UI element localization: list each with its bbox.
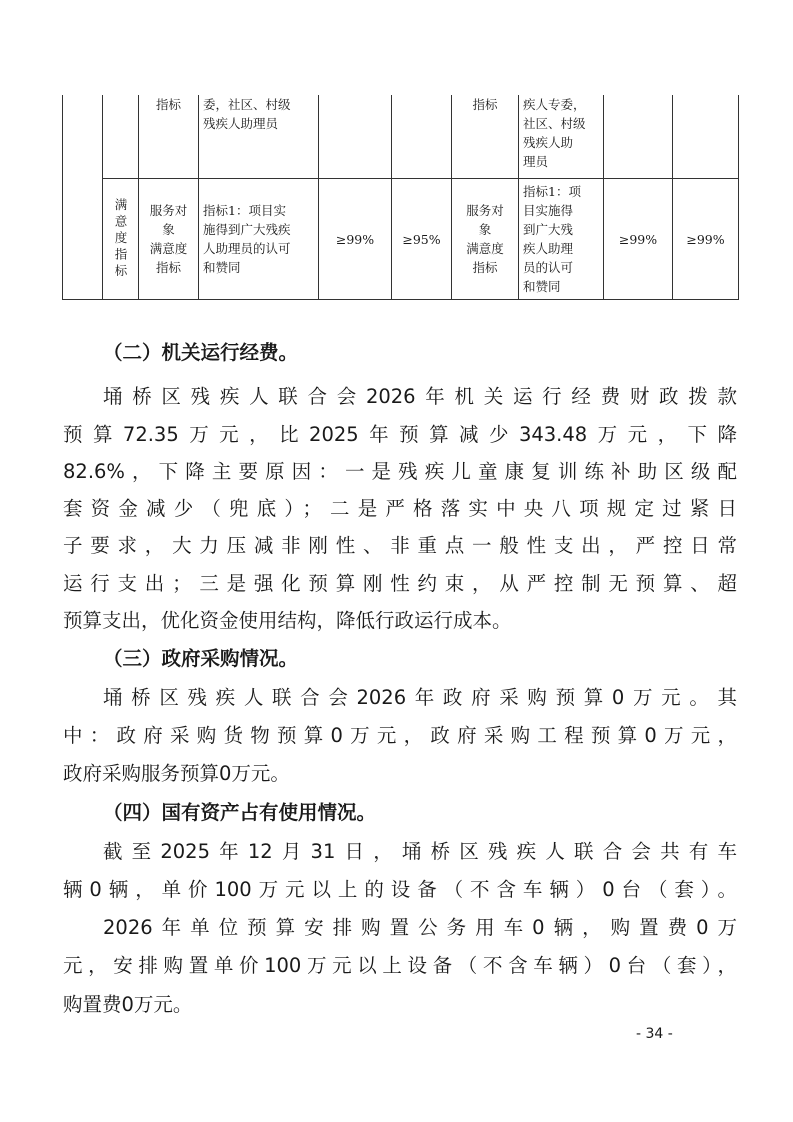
table-cell: 指标	[139, 95, 199, 179]
paragraph-line: 元，安排购置单价100万元以上设备（不含车辆）0台（套），	[63, 954, 737, 977]
table-cell: ≥99%	[673, 179, 739, 300]
paragraph-line: 预算支出，优化资金使用结构，降低行政运行成本。	[63, 609, 512, 632]
table-cell: 疾人专委， 社区、村级 残疾人助 理员	[519, 95, 604, 179]
page-number: - 34 -	[636, 1026, 673, 1042]
table-cell	[673, 95, 739, 179]
table-cell: 指标	[452, 95, 519, 179]
paragraph-line: 套资金减少（兜底）；二是严格落实中央八项规定过紧日	[63, 497, 737, 520]
section-heading: （四）国有资产占有使用情况。	[103, 801, 377, 824]
paragraph-line: 中：政府采购货物预算0万元，政府采购工程预算0万元，	[63, 724, 737, 747]
table-cell: 指标1：项目实 施得到广大残疾 人助理员的认可 和赞同	[199, 179, 319, 300]
table-cell: ≥99%	[604, 179, 673, 300]
table-row	[63, 95, 739, 179]
paragraph-line: 运行支出；三是强化预算刚性约束，从严控制无预算、超	[63, 572, 737, 595]
paragraph-line: 82.6%，下降主要原因：一是残疾儿童康复训练补助区级配	[63, 460, 737, 483]
table-cell	[604, 95, 673, 179]
table-cell: 满意度指标	[103, 179, 139, 300]
paragraph-line: 埇桥区残疾人联合会2026年机关运行经费财政拨款	[103, 385, 737, 408]
table-cell: ≥99%	[319, 179, 392, 300]
table-cell	[63, 95, 103, 300]
paragraph-line: 截至2025年12月31日，埇桥区残疾人联合会共有车	[103, 840, 737, 863]
table-cell: ≥95%	[392, 179, 452, 300]
table-cell: 委，社区、村级 残疾人助理员	[199, 95, 319, 179]
paragraph-line: 购置费0万元。	[63, 993, 193, 1016]
table-cell: 指标1：项 目实施得 到广大残 疾人助理 员的认可 和赞同	[519, 179, 604, 300]
paragraph-line: 埇桥区残疾人联合会2026年政府采购预算0万元。其	[103, 686, 737, 709]
table-row	[63, 179, 739, 300]
paragraph-line: 预算72.35万元，比2025年预算减少343.48万元，下降	[63, 423, 737, 446]
table-cell: 服务对 象 满意度 指标	[139, 179, 199, 300]
table-cell: 服务对 象 满意度 指标	[452, 179, 519, 300]
paragraph-line: 子要求，大力压减非刚性、非重点一般性支出，严控日常	[63, 534, 737, 557]
paragraph-line: 政府采购服务预算0万元。	[63, 762, 290, 785]
performance-indicator-table	[62, 95, 739, 300]
section-heading: （三）政府采购情况。	[103, 647, 299, 670]
section-heading: （二）机关运行经费。	[103, 341, 299, 364]
table-cell	[319, 95, 392, 179]
paragraph-line: 2026年单位预算安排购置公务用车0辆，购置费0万	[103, 916, 737, 939]
table-cell	[103, 95, 139, 179]
table-cell	[392, 95, 452, 179]
paragraph-line: 辆0辆，单价100万元以上的设备（不含车辆）0台（套）。	[63, 878, 737, 901]
